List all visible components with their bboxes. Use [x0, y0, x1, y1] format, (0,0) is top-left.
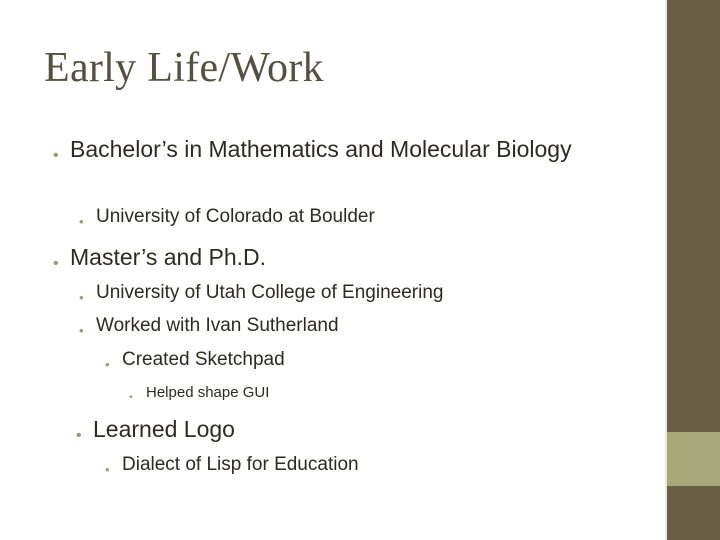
bullet-dot-icon: •: [105, 461, 110, 477]
bullet-dot-icon: •: [76, 425, 82, 444]
bullet-item: [76, 414, 235, 444]
side-band-top: [667, 0, 720, 432]
bullet-item: [79, 314, 339, 338]
side-band-edge: [665, 0, 667, 540]
bullet-item: [105, 348, 285, 372]
bullet-text: Bachelor’s in Mathematics and Molecular Biology: [70, 136, 572, 162]
bullet-dot-icon: •: [79, 289, 84, 305]
bullet-dot-icon: •: [105, 356, 110, 372]
bullet-dot-icon: •: [79, 322, 84, 338]
side-band-bottom: [667, 486, 720, 540]
bullet-dot-icon: •: [129, 390, 133, 403]
bullet-dot-icon: •: [79, 213, 84, 229]
side-band-accent: [667, 432, 720, 486]
bullet-text: Worked with Ivan Sutherland: [96, 315, 339, 336]
bullet-dot-icon: •: [53, 253, 59, 272]
bullet-text: Helped shape GUI: [146, 384, 270, 401]
bullet-item: [105, 453, 359, 477]
bullet-text: Learned Logo: [93, 416, 235, 442]
bullet-item: [53, 134, 590, 164]
bullet-text: Dialect of Lisp for Education: [122, 454, 359, 475]
bullet-item: [53, 242, 266, 272]
bullet-item: [79, 281, 443, 305]
bullet-text: University of Utah College of Engineering: [96, 282, 444, 303]
bullet-item: [79, 205, 375, 229]
bullet-dot-icon: •: [53, 145, 59, 164]
bullet-item: [129, 383, 269, 403]
slide-title: Early Life/Work: [44, 45, 324, 91]
bullet-text: Created Sketchpad: [122, 349, 285, 370]
bullet-text: Master’s and Ph.D.: [70, 244, 267, 270]
bullet-text: University of Colorado at Boulder: [96, 206, 375, 227]
